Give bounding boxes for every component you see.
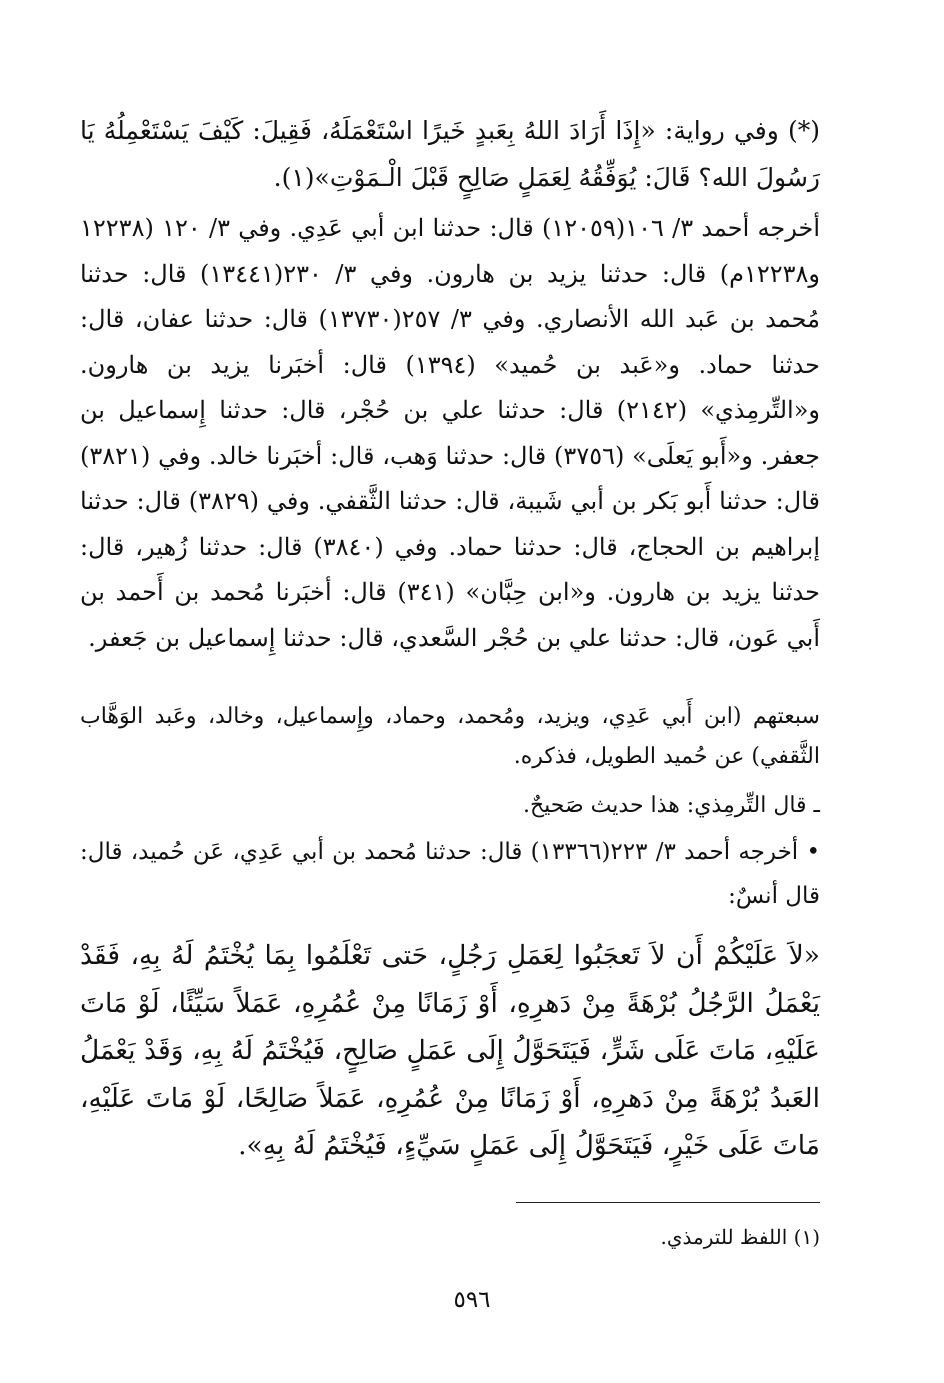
- summary-text: سبعتهم (ابن أَبي عَدِي، ويزيد، ومُحمد، وحماد، وإِسماعيل، وخالد، وعَبد الوَهَّاب الثَّقفي) عن حُميد الطويل، فذكره.: [80, 704, 820, 769]
- hadith-paragraph: [80, 932, 820, 1170]
- takhrij-text: أخرجه أحمد ٣/ ١٠٦(١٢٠٥٩) قال: حدثنا ابن أبي عَدِي. وفي ٣/ ١٢٠ (١٢٢٣٨ و١٢٢٣٨م) قال: حدثنا يزيد بن هارون. وفي ٣/ ٢٣٠(١٣٤٤١) قال: حدثنا مُحمد بن عَبد الله الأنصاري. وفي ٣/ ٢٥٧(١٣٧٣٠) قال: حدثنا عفان، قال: حدثنا حماد. و«عَبد بن حُميد» (١٣٩٤) قال: أخبَرنا يزيد بن هارون. و«التِّرمِذي» (٢١٤٢) قال: حدثنا علي بن حُجْر، قال: حدثنا إِسماعيل بن جعفر. و«أَبو يَعلَى» (٣٧٥٦) قال: حدثنا وَهب، قال: أخبَرنا خالد. وفي (٣٨٢١) قال: حدثنا أَبو بَكر بن أبي شَيبة، قال: حدثنا الثَّقفي. وفي (٣٨٢٩) قال: حدثنا إبراهيم بن الحجاج، قال: حدثنا حماد. وفي (٣٨٤٠) قال: حدثنا زُهير، قال: حدثنا يزيد بن هارون. و«ابن حِبَّان» (٣٤١) قال: أخبَرنا مُحمد بن أَحمد بن أَبي عَون، قال: حدثنا علي بن حُجْر السَّعدي، قال: حدثنا إِسماعيل بن جَعفر.: [80, 214, 821, 652]
- second-takhrij-text: • أخرجه أحمد ٣/ ٢٢٣(١٣٣٦٦) قال: حدثنا مُحمد بن أبي عَدِي، عَن حُميد، قال: قال أنسٌ:: [80, 839, 821, 909]
- takhrij-paragraph: [80, 206, 820, 661]
- tirmidhi-remark: [80, 786, 820, 826]
- tirmidhi-remark-text: ـ قال التِّرمِذي: هذا حديث صَحيحٌ.: [522, 793, 820, 818]
- narration-text: (*) وفي رواية: «إِذَا أَرَادَ اللهُ بِعَبدٍ خَيرًا اسْتَعْمَلَهُ، فَقِيلَ: كَيْفَ يَسْتَعْمِلُهُ يَا رَسُولَ الله؟ قَالَ: يُوَفِّقُهُ لِعَمَلٍ صَالِحٍ قَبْلَ الْـمَوْتِ»(١).: [80, 116, 820, 192]
- summary-paragraph: [80, 697, 820, 777]
- second-takhrij-paragraph: [80, 830, 820, 918]
- page-number: ٥٩٦: [453, 1287, 491, 1313]
- footnote-divider: [516, 1202, 820, 1203]
- hadith-text: «لاَ عَلَيْكُمْ أَن لاَ تَعجَبُوا لِعَمَلِ رَجُلٍ، حَتى تَعْلَمُوا بِمَا يُخْتَمُ لَهُ بِهِ، فَقَدْ يَعْمَلُ الرَّجُلُ بُرْهَةً مِنْ دَهرِهِ، أَوْ زَمَانًا مِنْ عُمُرِهِ، عَمَلاً سَيِّئًا، لَوْ مَاتَ عَلَيْهِ، مَاتَ عَلَى شَرٍّ، فَيَتَحَوَّلُ إِلَى عَمَلٍ صَالِحٍ، فَيُخْتَمُ لَهُ بِهِ، وَقَدْ يَعْمَلُ العَبدُ بُرْهَةً مِنْ دَهرِهِ، أَوْ زَمَانًا مِنْ عُمُرِهِ، عَمَلاً صَالِحًا، لَوْ مَاتَ عَلَيْهِ، مَاتَ عَلَى خَيْرٍ، فَيَتَحَوَّلُ إِلَى عَمَلٍ سَيِّءٍ، فَيُخْتَمُ لَهُ بِهِ».: [80, 940, 820, 1161]
- footnote: (١) اللفظ للترمذي.: [660, 1225, 820, 1249]
- narration-paragraph: [80, 107, 820, 201]
